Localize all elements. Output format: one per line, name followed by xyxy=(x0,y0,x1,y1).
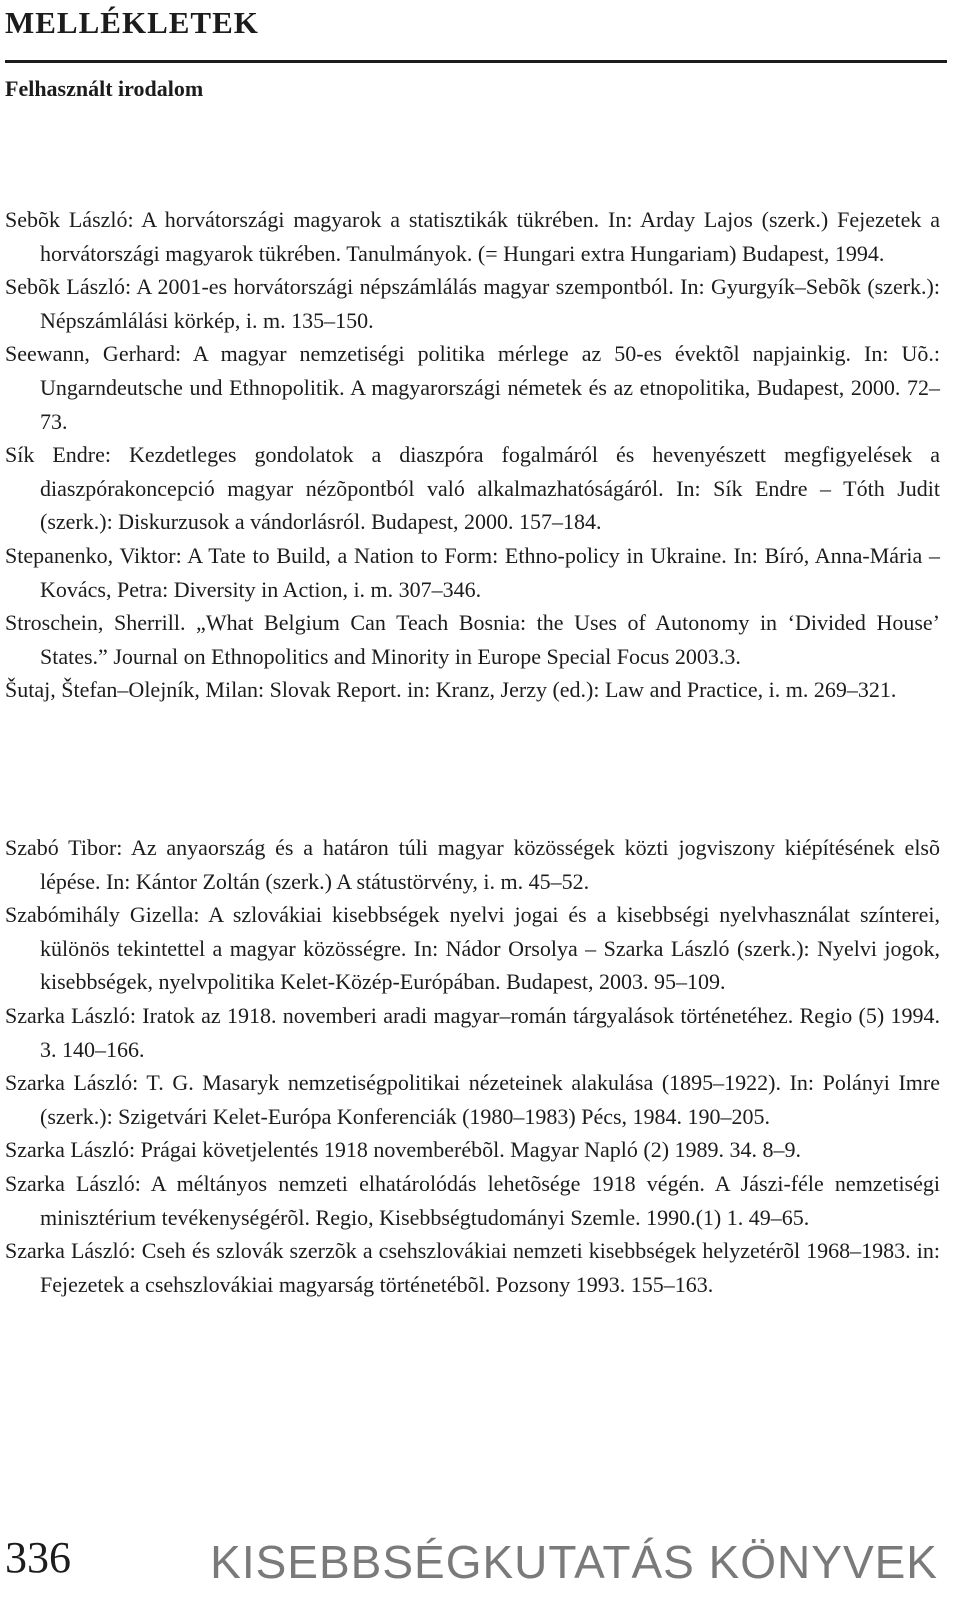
page-number: 336 xyxy=(5,1533,71,1582)
bibliography-list xyxy=(5,831,940,1301)
bibliography-entry: Stepanenko, Viktor: A Tate to Build, a Nation to Form: Ethno-policy in Ukraine. In: Bíró, Anna-Mária – Kovács, Petra: Diversity in Action, i. m. 307–346. xyxy=(5,542,940,602)
bibliography-entry: Szabómihály Gizella: A szlovákiai kisebbségek nyelvi jogai és a kisebbségi nyelvhasználat színterei, különös tekintettel a magyar közösségre. In: Nádor Orsolya – Szarka László (szerk.): Nyelvi jogok, kisebbségek, nyelvpolitika Kelet-Közép-Európában. Budapest, 2003. 95–109. xyxy=(5,902,940,995)
bibliography-list xyxy=(5,203,940,707)
bibliography-entry: Szabó Tibor: Az anyaország és a határon túli magyar közösségek közti jogviszony kiépítésének elsõ lépése. In: Kántor Zoltán (szerk.) A státustörvény, i. m. 45–52. xyxy=(5,835,940,894)
bibliography-entry: Sebõk László: A 2001-es horvátországi népszámlálás magyar szempontból. In: Gyurgyík–Sebõk (szerk.): Népszámlálási körkép, i. m. 135–150. xyxy=(5,274,940,333)
section-title: Felhasznált irodalom xyxy=(5,76,204,101)
series-title: KISEBBSÉGKUTATÁS KÖNYVEK xyxy=(210,1536,938,1588)
bibliography-entry: Stroschein, Sherrill. „What Belgium Can Teach Bosnia: the Uses of Autonomy in ‘Divided House’ States.” Journal on Ethnopolitics and Minority in Europe Special Focus 2003.3. xyxy=(5,610,940,669)
bibliography-entry: Sík Endre: Kezdetleges gondolatok a diaszpóra fogalmáról és hevenyészett megfigyelések a diaszpórakoncepció magyar nézõpontból való alkalmazhatóságáról. In: Sík Endre – Tóth Judit (szerk.): Diskurzusok a vándorlásról. Budapest, 2000. 157–184. xyxy=(5,442,940,535)
bibliography-entry: Seewann, Gerhard: A magyar nemzetiségi politika mérlege az 50-es évektõl napjainkig. In: Uõ.: Ungarndeutsche und Ethnopolitik. A magyarországi németek és az etnopolitika, Budapest, 2000. 72–73. xyxy=(5,341,940,434)
bibliography-entry: Szarka László: Iratok az 1918. novemberi aradi magyar–román tárgyalások történetéhez. Regio (5) 1994. 3. 140–166. xyxy=(5,1002,940,1062)
bibliography-entry: Szarka László: A méltányos nemzeti elhatárolódás lehetõsége 1918 végén. A Jászi-féle nemzetiségi minisztérium tevékenységérõl. Regio, Kisebbségtudományi Szemle. 1990.(1) 1. 49–65. xyxy=(5,1170,940,1230)
bibliography-entry: Szarka László: Cseh és szlovák szerzõk a csehszlovákiai nemzeti kisebbségek helyzetérõl 1968–1983. in: Fejezetek a csehszlovákiai magyarság történetébõl. Pozsony 1993. 155–163. xyxy=(5,1238,940,1297)
bibliography-entry: Szarka László: Prágai követjelentés 1918 novemberébõl. Magyar Napló (2) 1989. 34. 8–9. xyxy=(5,1137,802,1163)
bibliography-entry: Szarka László: T. G. Masaryk nemzetiségpolitikai nézeteinek alakulása (1895–1922). In: Polányi Imre (szerk.): Szigetvári Kelet-Európa Konferenciák (1980–1983) Pécs, 1984. 190–205. xyxy=(5,1070,940,1129)
bibliography-entry: Šutaj, Štefan–Olejník, Milan: Slovak Report. in: Kranz, Jerzy (ed.): Law and Practice, i. m. 269–321. xyxy=(5,677,897,703)
header-divider xyxy=(5,60,947,63)
page-title: MELLÉKLETEK xyxy=(5,5,259,40)
bibliography-entry: Sebõk László: A horvátországi magyarok a statisztikák tükrében. In: Arday Lajos (szerk.) Fejezetek a horvátországi magyarok tükrében. Tanulmányok. (= Hungari extra Hungariam) Budapest, 1994. xyxy=(5,207,940,266)
